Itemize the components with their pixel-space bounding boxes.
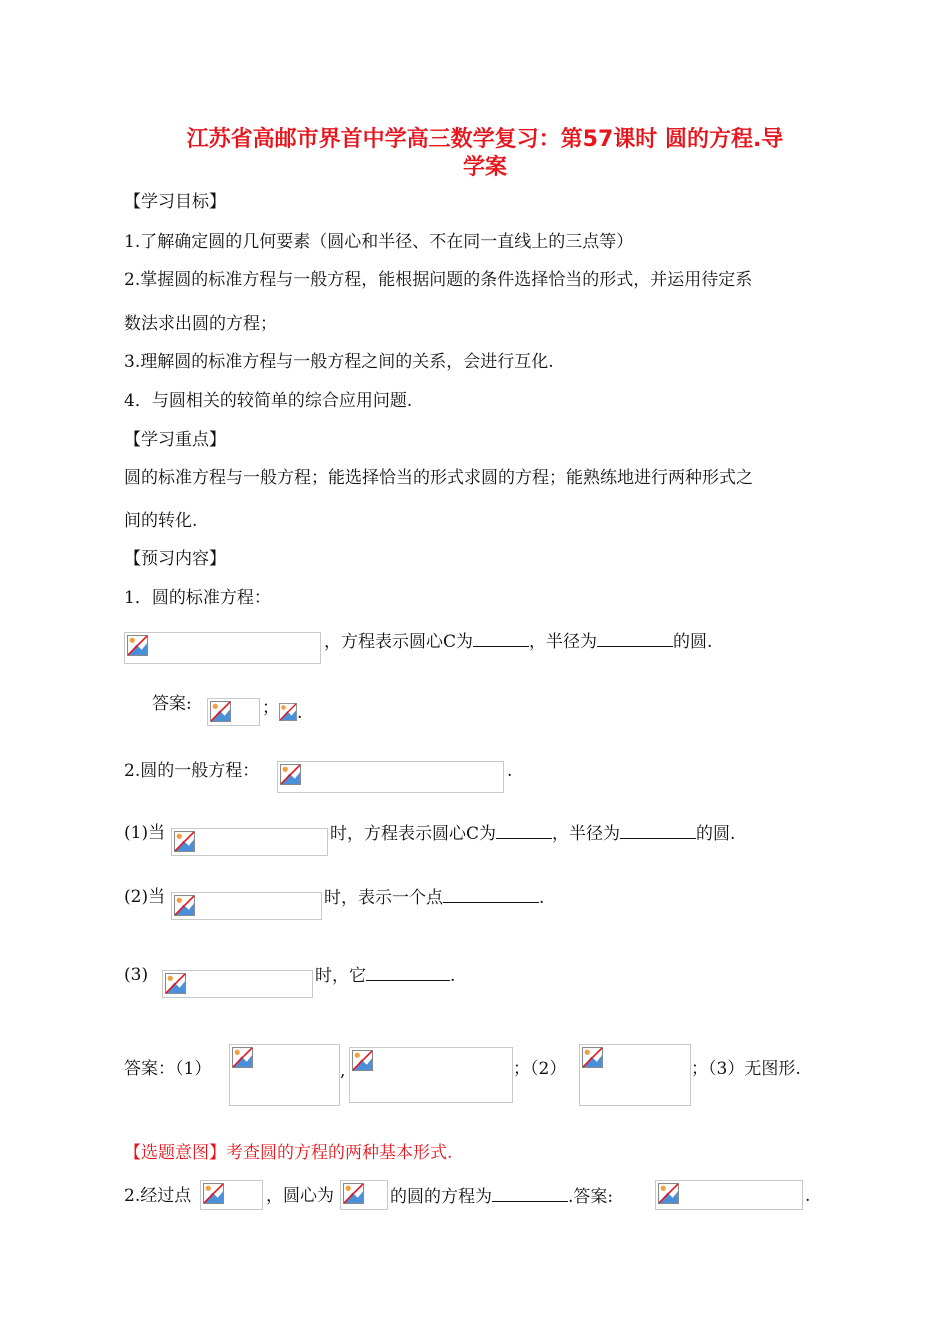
p1-text-a: ，方程表示圆心C为 bbox=[324, 632, 474, 652]
formula-image bbox=[229, 1044, 340, 1106]
case-1-text-b: ，半径为 bbox=[552, 824, 621, 844]
goal-1: 1.了解确定圆的几何要素（圆心和半径、不在同一直线上的三点等） bbox=[124, 232, 634, 252]
answer-label-2: 答案：（1） bbox=[124, 1059, 212, 1079]
document-title-line1: 江苏省高邮市界首中学高三数学复习：第57课时 圆的方程.导 bbox=[186, 127, 784, 152]
blank-center bbox=[473, 630, 529, 647]
blank-equation bbox=[492, 1185, 568, 1202]
case-1-line bbox=[330, 822, 735, 845]
blank-radius bbox=[597, 630, 673, 647]
p1-text-c: 的圆. bbox=[673, 632, 713, 652]
formula-image bbox=[171, 828, 328, 856]
broken-image-icon bbox=[582, 1047, 603, 1068]
period-2: . bbox=[507, 761, 513, 781]
case-1-text-a: 时，方程表示圆心C为 bbox=[330, 824, 497, 844]
formula-image bbox=[349, 1047, 513, 1103]
formula-image bbox=[277, 761, 504, 793]
intent-note: 【选题意图】考查圆的方程的两种基本形式. bbox=[124, 1143, 453, 1163]
formula-image bbox=[279, 703, 299, 723]
focus-line1: 圆的标准方程与一般方程；能选择恰当的形式求圆的方程；能熟练地进行两种形式之 bbox=[124, 468, 753, 488]
formula-image bbox=[340, 1180, 388, 1210]
q2-answer-label: .答案: bbox=[568, 1187, 614, 1207]
goal-4: 4．与圆相关的较简单的综合应用问题. bbox=[124, 391, 413, 411]
broken-image-icon bbox=[174, 831, 195, 852]
blank-center-2 bbox=[496, 822, 552, 839]
case-2-text-a: 时，表示一个点 bbox=[324, 888, 443, 908]
case-3-line bbox=[315, 964, 455, 987]
answer-part-3: ；（3）无图形. bbox=[691, 1059, 801, 1079]
goal-3: 3.理解圆的标准方程与一般方程之间的关系，会进行互化. bbox=[124, 352, 554, 372]
answer-label-1: 答案: bbox=[152, 694, 192, 714]
broken-image-icon bbox=[280, 764, 301, 785]
broken-image-icon bbox=[658, 1183, 679, 1204]
goal-2-line1: 2.掌握圆的标准方程与一般方程，能根据问题的条件选择恰当的形式，并运用待定系 bbox=[124, 270, 753, 290]
answer-period: . bbox=[297, 703, 303, 723]
blank-radius-2 bbox=[620, 822, 696, 839]
answer-semicolon: ； bbox=[262, 698, 279, 718]
broken-image-icon bbox=[174, 895, 195, 916]
goals-heading: 【学习目标】 bbox=[124, 192, 226, 212]
formula-image bbox=[124, 632, 321, 664]
case-2-prefix: (2)当 bbox=[124, 887, 166, 907]
broken-image-icon bbox=[352, 1050, 373, 1071]
formula-image bbox=[171, 892, 322, 920]
case-1-prefix: (1)当 bbox=[124, 823, 166, 843]
q2-prefix: 2.经过点 bbox=[124, 1186, 192, 1206]
case-1-text-c: 的圆. bbox=[696, 824, 736, 844]
formula-image bbox=[655, 1180, 803, 1210]
q2-period: . bbox=[805, 1186, 811, 1206]
answer-part-2: ；（2） bbox=[513, 1059, 567, 1079]
case-2-line bbox=[324, 886, 544, 909]
formula-image bbox=[200, 1180, 263, 1210]
blank-it bbox=[366, 964, 450, 981]
case-3-period: . bbox=[450, 966, 456, 986]
answer-comma: , bbox=[340, 1061, 346, 1081]
formula-image bbox=[207, 698, 260, 726]
p1-text-b: ，半径为 bbox=[529, 632, 598, 652]
document-title-line2: 学案 bbox=[462, 155, 507, 180]
formula-image bbox=[579, 1044, 691, 1106]
q2-text-c: 的圆的方程为 bbox=[390, 1187, 492, 1207]
broken-image-icon bbox=[210, 701, 231, 722]
focus-line2: 间的转化. bbox=[124, 511, 198, 531]
blank-point bbox=[443, 886, 539, 903]
broken-image-icon bbox=[232, 1047, 253, 1068]
case-3-prefix: (3) bbox=[124, 965, 149, 985]
q2-line bbox=[390, 1185, 613, 1208]
broken-image-icon bbox=[165, 973, 186, 994]
formula-image bbox=[162, 970, 313, 998]
p1-line bbox=[324, 630, 712, 653]
preview-heading: 【预习内容】 bbox=[124, 549, 226, 569]
preview-2-heading: 2.圆的一般方程： bbox=[124, 761, 260, 781]
goal-2-line2: 数法求出圆的方程； bbox=[124, 314, 277, 334]
preview-1-heading: 1．圆的标准方程： bbox=[124, 588, 271, 608]
broken-image-icon bbox=[203, 1183, 224, 1204]
q2-center-text: ，圆心为 bbox=[266, 1186, 334, 1206]
broken-image-icon bbox=[279, 703, 297, 721]
case-2-period: . bbox=[539, 888, 545, 908]
focus-heading: 【学习重点】 bbox=[124, 430, 226, 450]
case-3-text-a: 时，它 bbox=[315, 966, 366, 986]
broken-image-icon bbox=[343, 1183, 364, 1204]
broken-image-icon bbox=[127, 635, 148, 656]
